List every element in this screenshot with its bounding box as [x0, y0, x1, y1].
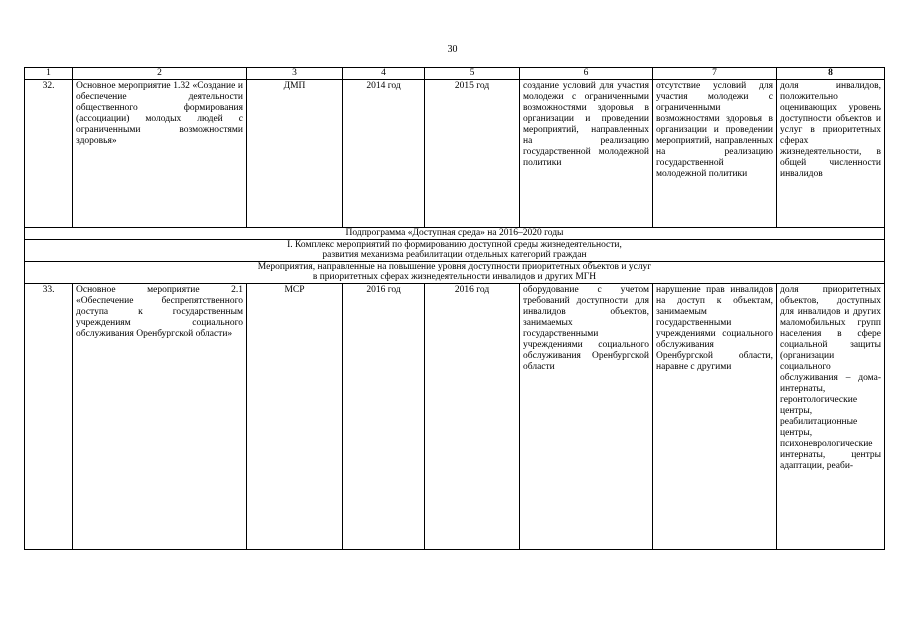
complex-row	[25, 239, 885, 261]
non-implementation-consequences: отсутствие условий для участия молодежи с ограниченными возможностями здоровья в организации и проведении мероприятий, направленных на реализацию государственной молодежной политики	[653, 80, 777, 228]
start-year: 2016 год	[343, 283, 425, 549]
header-cell-6: 6	[520, 68, 653, 80]
header-cell-2: 2	[73, 68, 247, 80]
end-year: 2016 год	[425, 283, 520, 549]
target-indicator: доля приоритетных объектов, доступных для инвалидов и других маломобильных групп населения в сфере социальной защиты (организации социального обслуживания – дома-интернаты, геронтологические центры, реабилитационные центры, психоневрологические интернаты, центры адаптации, реаби-	[777, 283, 885, 549]
subprogram-row	[25, 228, 885, 240]
measures-table	[24, 67, 885, 550]
target-indicator: доля инвалидов, положительно оценивающих уровень доступности объектов и услуг в приоритетных сферах жизнедеятельности, в общей численности инвалидов	[777, 80, 885, 228]
measure-name: Основное мероприятие 2.1 «Обеспечение беспрепятственного доступа к государственным учреждениям социального обслуживания Оренбургской области»	[73, 283, 247, 549]
row-number: 32.	[25, 80, 73, 228]
measure-name: Основное мероприятие 1.32 «Создание и обеспечение деятельности общественного формирования (ассоциации) молодых людей с ограниченными возможностями здоровья»	[73, 80, 247, 228]
complex-title-line-1: I. Комплекс мероприятий по формированию доступной среды жизнедеятельности,	[287, 239, 622, 250]
non-implementation-consequences: нарушение прав инвалидов на доступ к объектам, занимаемым государственными учреждениями социального обслуживания Оренбургской области, наравне с другими	[653, 283, 777, 549]
complex-title-line-2: развития механизма реабилитации отдельных категорий граждан	[322, 250, 587, 260]
header-cell-7: 7	[653, 68, 777, 80]
header-cell-4: 4	[343, 68, 425, 80]
measures-group-line-2: в приоритетных сферах жизнедеятельности инвалидов и других МГН	[312, 272, 597, 282]
table-row-32	[25, 80, 885, 228]
start-year: 2014 год	[343, 80, 425, 228]
row-number: 33.	[25, 283, 73, 549]
executor: ДМП	[247, 80, 343, 228]
subprogram-title: Подпрограмма «Доступная среда» на 2016–2020 годы	[25, 228, 885, 240]
table-header-row	[25, 68, 885, 80]
end-year: 2015 год	[425, 80, 520, 228]
measures-group-row	[25, 261, 885, 283]
header-cell-8: 8	[777, 68, 885, 80]
executor: МСР	[247, 283, 343, 549]
header-cell-1: 1	[25, 68, 73, 80]
complex-title	[25, 239, 885, 261]
table-row-33	[25, 283, 885, 549]
page-number: 30	[447, 44, 458, 55]
measures-group-title	[25, 261, 885, 283]
expected-result: создание условий для участия молодежи с ограниченными возможностями здоровья в организации и проведении мероприятий, направленных на реализацию государственной молодежной политики	[520, 80, 653, 228]
header-cell-5: 5	[425, 68, 520, 80]
header-cell-3: 3	[247, 68, 343, 80]
expected-result: оборудование с учетом требований доступности для инвалидов объектов, занимаемых государственными учреждениями социального обслуживания Оренбургской области	[520, 283, 653, 549]
measures-group-line-1: Мероприятия, направленные на повышение уровня доступности приоритетных объектов и услуг	[257, 261, 652, 272]
